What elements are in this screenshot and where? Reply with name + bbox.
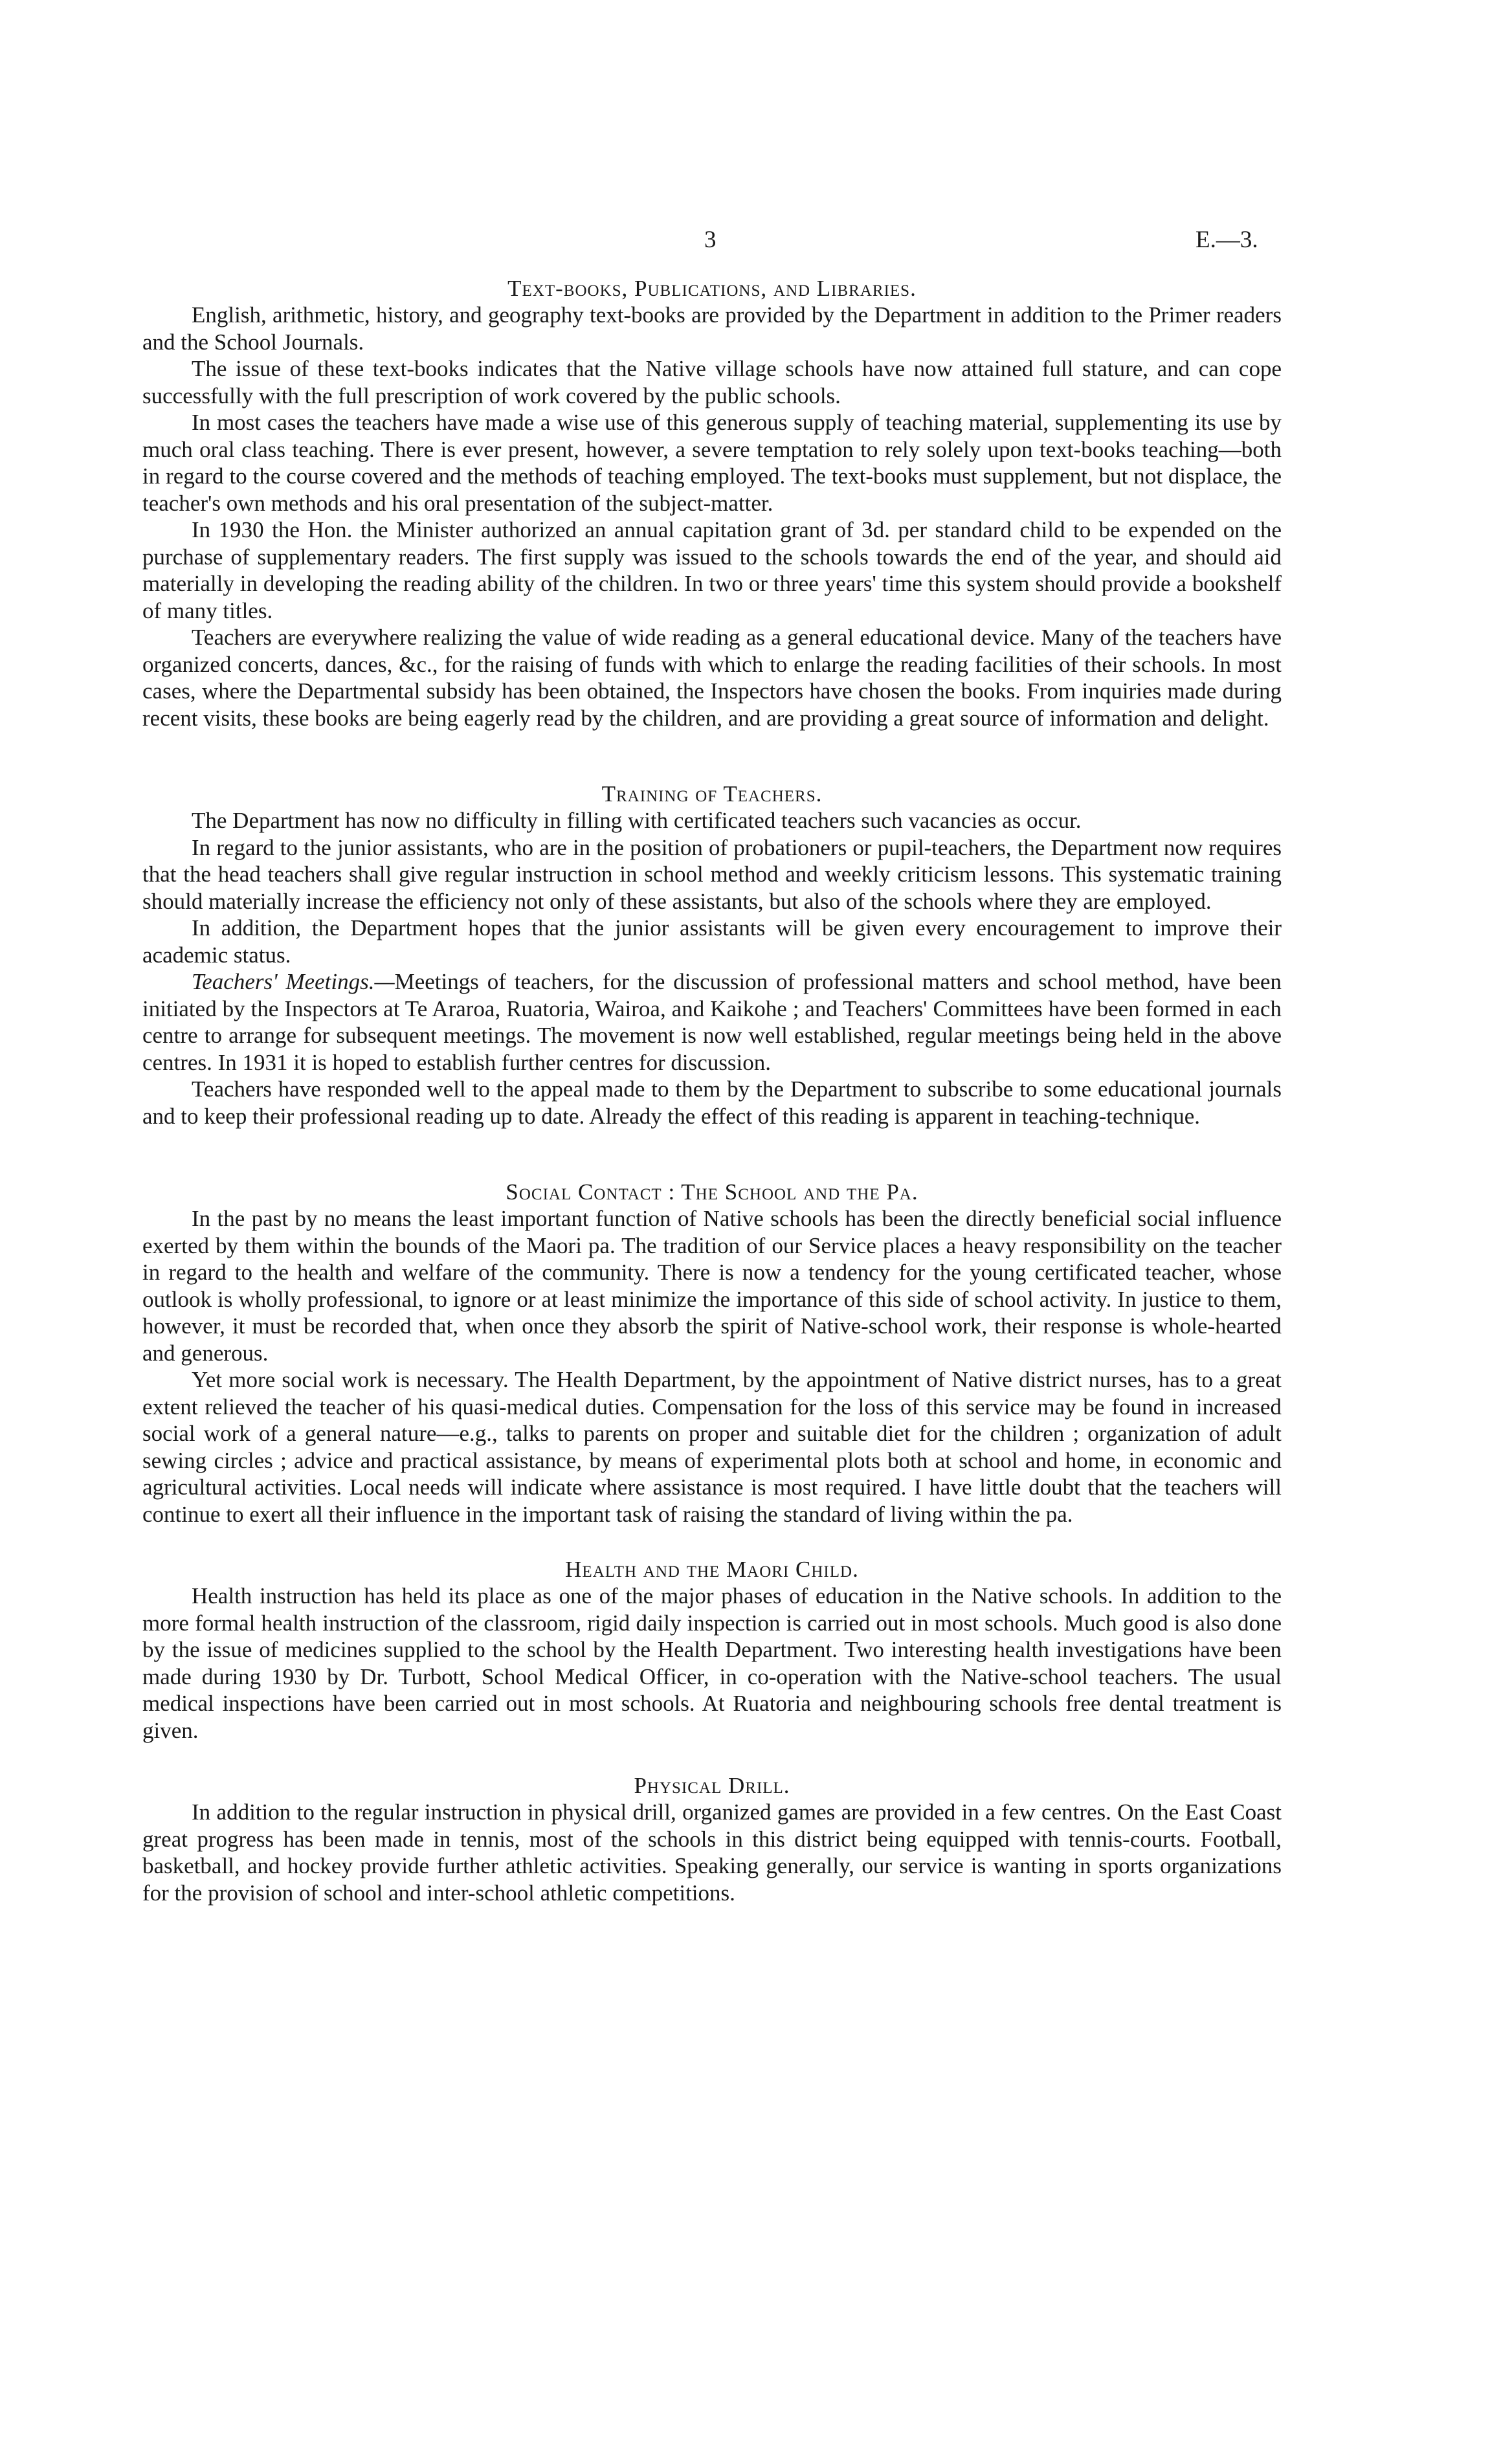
section-heading: Training of Teachers. [601, 781, 823, 807]
page-number: 3 [704, 227, 717, 253]
paragraph-text: Meetings of teachers, for the discussion of professional matters and school method, have been initiated by the Inspectors at Te Araroa, Ruatoria, Wairoa, and Kaikohe ; and Teachers' Committees have been formed in each centre to arrange for subsequent meetings. The movement is now well established, regular meetings being held in the above centres. In 1931 it is hoped to establish further centres for discussion. [142, 969, 1282, 1075]
section-heading: Text-books, Publications, and Libraries. [507, 276, 917, 301]
paragraph: Teachers have responded well to the appeal made to them by the Department to subscribe to some educational journals and to keep their professional reading up to date. Already the effect of this reading is apparent in teaching-technique. [142, 1076, 1282, 1129]
section-heading: Social Contact : The School and the Pa. [506, 1179, 918, 1205]
paragraph: Yet more social work is necessary. The Health Department, by the appointment of Native district nurses, has to a great extent relieved the teacher of his quasi-medical duties. Compensation for the loss of this service may be found in increased social work of a general nature—e.g., talks to parents on proper and suitable diet for the children ; organization of adult sewing circles ; advice and practical assistance, by means of experimental plots both at school and home, in economic and agricultural activities. Local needs will indicate where assistance is most required. I have little doubt that the teachers will continue to exert all their influence in the important task of raising the standard of living within the pa. [142, 1367, 1282, 1527]
document-body [142, 275, 1282, 1906]
paragraph: In the past by no means the least important function of Native schools has been the directly beneficial social influence exerted by them within the bounds of the Maori pa. The tradition of our Service places a heavy responsibility on the teacher in regard to the health and welfare of the community. There is now a tendency for the young certificated teacher, whose outlook is wholly professional, to ignore or at least minimize the importance of this side of school activity. In justice to them, however, it must be recorded that, when once they absorb the spirit of Native-school work, their response is whole-hearted and generous. [142, 1206, 1282, 1366]
paragraph: In 1930 the Hon. the Minister authorized an annual capitation grant of 3d. per standard child to be expended on the purchase of supplementary readers. The first supply was issued to the schools towards the end of the year, and should aid materially in developing the reading ability of the children. In two or three years' time this system should provide a bookshelf of many titles. [142, 517, 1282, 623]
section-training [142, 781, 1282, 1129]
section-health [142, 1556, 1282, 1744]
paragraph: Health instruction has held its place as one of the major phases of education in the Native schools. In addition to the more formal health instruction of the classroom, rigid daily inspection is carried out in most schools. Much good is also done by the issue of medicines supplied to the school by the Health Department. Two interesting health investigations have been made during 1930 by Dr. Turbott, School Medical Officer, in co-operation with the Native-school teachers. The usual medical inspections have been carried out in most schools. At Ruatoria and neighbouring schools free dental treatment is given. [142, 1583, 1282, 1743]
paragraph: In most cases the teachers have made a wise use of this generous supply of teaching material, supplementing its use by much oral class teaching. There is ever present, however, a severe temptation to rely solely upon text-books teaching—both in regard to the course covered and the methods of teaching employed. The text-books must supplement, but not displace, the teacher's own methods and his oral presentation of the subject-matter. [142, 410, 1282, 516]
paragraph: In addition to the regular instruction in physical drill, organized games are provided in a few centres. On the East Coast great progress has been made in tennis, most of the schools in this district being equipped with tennis-courts. Football, basketball, and hockey provide further athletic activities. Speaking generally, our service is wanting in sports organizations for the provision of school and inter-school athletic competitions. [142, 1799, 1282, 1906]
section-heading: Physical Drill. [634, 1773, 790, 1798]
section-social-contact [142, 1179, 1282, 1528]
paragraph: In regard to the junior assistants, who are in the position of probationers or pupil-teachers, the Department now requires that the head teachers shall give regular instruction in school method and weekly criticism lessons. This systematic training should materially increase the efficiency not only of these assistants, but also of the schools where they are employed. [142, 834, 1282, 914]
paragraph: In addition, the Department hopes that the junior assistants will be given every encouragement to improve their academic status. [142, 915, 1282, 968]
paragraph-lead-in: Teachers' Meetings.— [192, 969, 395, 994]
section-physical-drill [142, 1772, 1282, 1906]
section-textbooks [142, 275, 1282, 731]
document-code: E.—3. [1195, 227, 1258, 253]
paragraph: The issue of these text-books indicates that the Native village schools have now attained full stature, and can cope successfully with the full prescription of work covered by the public schools. [142, 356, 1282, 408]
section-heading: Health and the Maori Child. [565, 1557, 859, 1582]
paragraph: English, arithmetic, history, and geography text-books are provided by the Department in addition to the Primer readers and the School Journals. [142, 302, 1282, 355]
paragraph-teachers-meetings [142, 968, 1282, 1076]
paragraph: Teachers are everywhere realizing the value of wide reading as a general educational device. Many of the teachers have organized concerts, dances, &c., for the raising of funds with which to enlarge the reading facilities of their schools. In most cases, where the Departmental subsidy has been obtained, the Inspectors have chosen the books. From inquiries made during recent visits, these books are being eagerly read by the children, and are providing a great source of information and delight. [142, 625, 1282, 731]
paragraph: The Department has now no difficulty in filling with certificated teachers such vacancies as occur. [192, 808, 1082, 833]
